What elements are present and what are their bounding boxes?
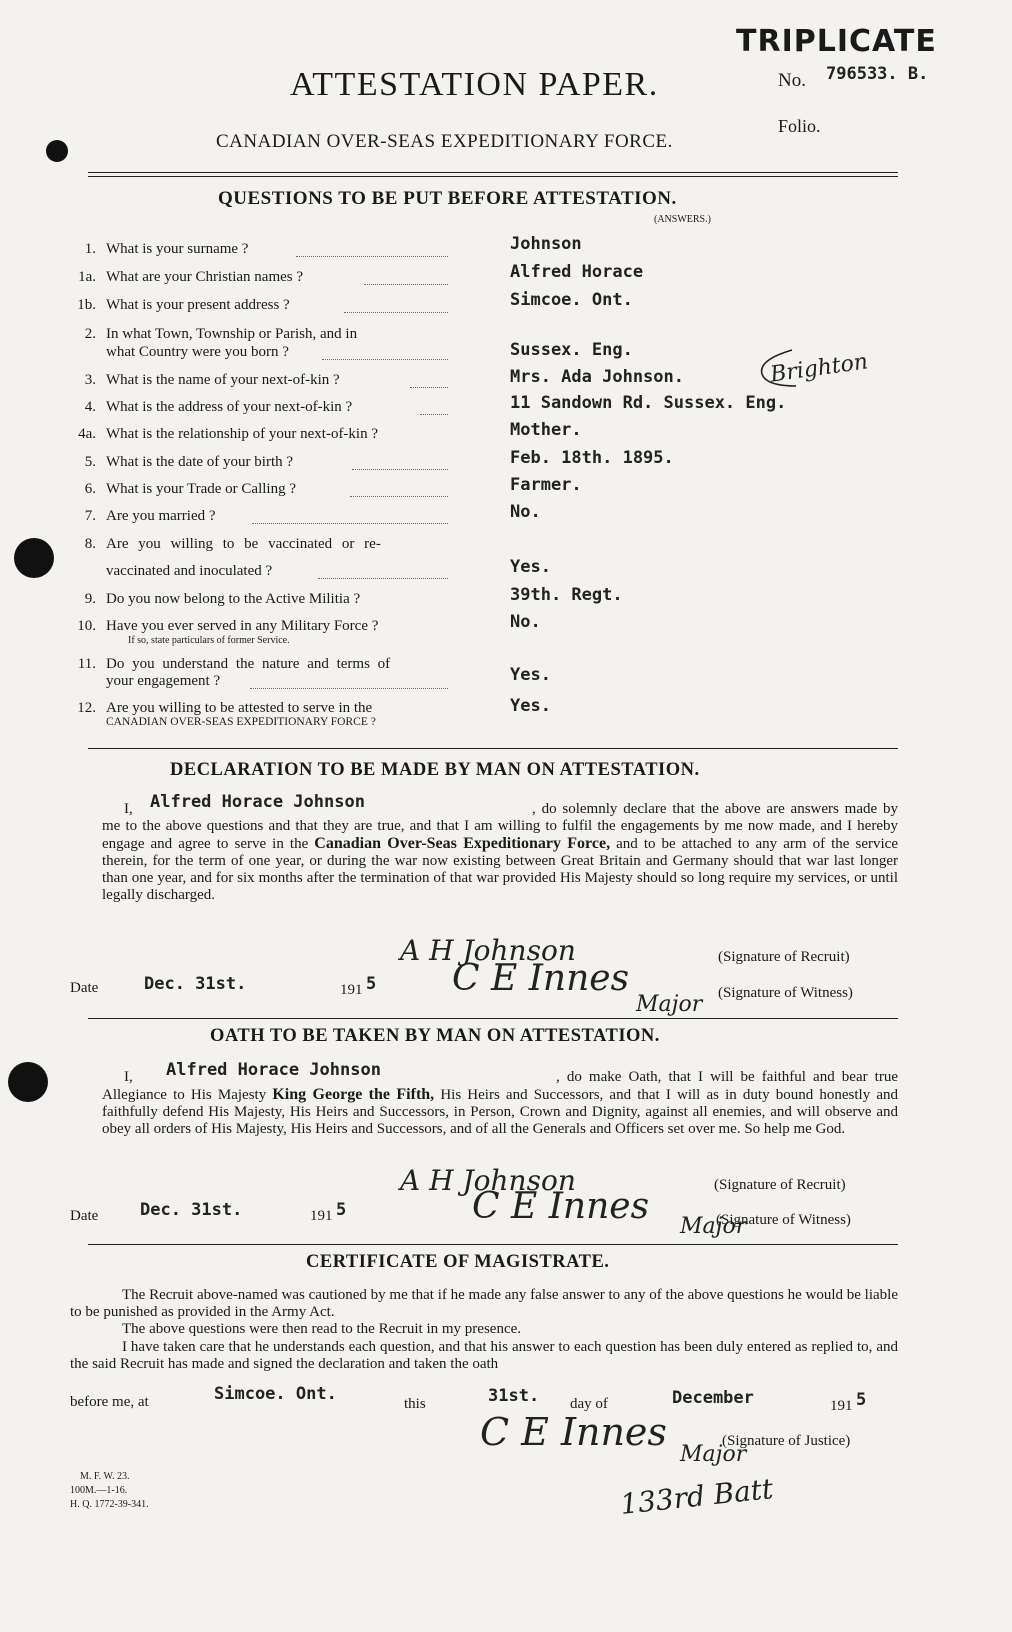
magistrate-year-suffix: 5 xyxy=(856,1390,867,1410)
answer-relationship: Mother. xyxy=(510,420,582,440)
this-label: this xyxy=(404,1396,426,1412)
page-subtitle: CANADIAN OVER-SEAS EXPEDITIONARY FORCE. xyxy=(216,131,673,152)
leader-dots xyxy=(420,414,448,415)
question-number: 11. xyxy=(77,656,96,672)
question-number: 5. xyxy=(84,454,96,470)
answer-trade: Farmer. xyxy=(510,475,582,495)
declaration-name: Alfred Horace Johnson xyxy=(150,792,365,812)
oath-text-part2: His Heirs and Successors, and that I will as in duty bound honestly and faithfully defend His Majesty, His Heirs and Successors, in Person, Crown and Dignity, against all enemies, and will observe and obey all orders of His Majesty, His Heirs and Successors, and of all the Generals and Officers set over me. So help me God. xyxy=(102,1087,898,1137)
declaration-heading: DECLARATION TO BE MADE BY MAN ON ATTESTATION. xyxy=(170,760,700,780)
magistrate-heading: CERTIFICATE OF MAGISTRATE. xyxy=(306,1252,610,1272)
question-text: What is the date of your birth ? xyxy=(106,454,294,470)
declaration-text-part2: and to be attached to any arm of the service therein, for the term of one year, or during the war now existing between Great Britain and Germany should that war last longer than one year, and for six months after the termination of that war provided His Majesty should so long require my services, or until legally discharged. xyxy=(102,836,898,903)
answer-next-of-kin-address: 11 Sandown Rd. Sussex. Eng. xyxy=(510,393,787,413)
footer-hq-ref: H. Q. 1772-39-341. xyxy=(70,1499,149,1510)
question-text-line2: what Country were you born ? xyxy=(106,344,289,360)
footer-print-run: 100M.—1-16. xyxy=(70,1485,128,1496)
question-number: 6. xyxy=(84,481,96,497)
answer-christian-names: Alfred Horace xyxy=(510,262,644,282)
number-value: 796533. B. xyxy=(826,64,929,84)
header-rule-2 xyxy=(88,176,898,177)
question-text: What is the name of your next-of-kin ? xyxy=(106,372,340,388)
magistrate-para-3: I have taken care that he understands each question, and that his answer to each question has been duly entered as replied to, and the said Recruit has made and signed the declaration and taken the oath xyxy=(70,1339,898,1372)
answers-label: (ANSWERS.) xyxy=(654,214,711,225)
oath-witness-signature: C E Innes xyxy=(472,1186,650,1227)
page-title: ATTESTATION PAPER. xyxy=(290,66,659,103)
justice-label: (Signature of Justice) xyxy=(722,1433,851,1449)
question-number: 2. xyxy=(84,326,96,342)
punch-hole-top xyxy=(46,140,68,162)
question-number: 10. xyxy=(77,618,96,634)
questions-heading: QUESTIONS TO BE PUT BEFORE ATTESTATION. xyxy=(218,188,677,209)
declaration-date-label: Date xyxy=(70,980,99,996)
oath-prefix: I, xyxy=(124,1069,133,1085)
answer-understand-terms: Yes. xyxy=(510,665,551,685)
section-rule-2 xyxy=(88,1018,898,1019)
oath-text-bold: King George the Fifth, xyxy=(272,1086,435,1103)
justice-rank: Major xyxy=(680,1442,747,1467)
question-number: 1a. xyxy=(78,269,96,285)
justice-signature: C E Innes xyxy=(480,1410,667,1454)
leader-dots xyxy=(296,256,448,257)
declaration-text xyxy=(102,801,898,904)
answer-married: No. xyxy=(510,502,541,522)
declaration-witness-signature: C E Innes xyxy=(452,958,630,999)
before-me-label: before me, at xyxy=(70,1394,149,1410)
declaration-text-bold: Canadian Over-Seas Expeditionary Force, xyxy=(314,835,611,852)
oath-text-part1: , do make Oath, that I will be faithful and bear true Allegiance to His Majesty xyxy=(102,1069,898,1103)
question-text: What is your present address ? xyxy=(106,297,290,313)
question-note: If so, state particulars of former Service. xyxy=(128,635,290,646)
leader-dots xyxy=(252,523,448,524)
header-rule-1 xyxy=(88,172,898,173)
oath-heading: OATH TO BE TAKEN BY MAN ON ATTESTATION. xyxy=(210,1026,660,1046)
justice-unit: 133rd Batt xyxy=(618,1472,775,1521)
question-text: Do you understand the nature and terms of xyxy=(106,656,391,672)
oath-date-value: Dec. 31st. xyxy=(140,1200,243,1220)
oath-name: Alfred Horace Johnson xyxy=(166,1060,381,1080)
declaration-year-prefix: 191 xyxy=(340,982,363,998)
oath-date-label: Date xyxy=(70,1208,99,1224)
question-number: 1b. xyxy=(77,297,96,313)
oath-recruit-signature: A H Johnson xyxy=(400,1164,576,1197)
day-of-label: day of xyxy=(570,1396,608,1412)
declaration-year-suffix: 5 xyxy=(366,974,377,994)
oath-text xyxy=(102,1069,898,1138)
leader-dots xyxy=(322,359,448,360)
magistrate-month: December xyxy=(672,1388,754,1408)
question-text: Are you married ? xyxy=(106,508,216,524)
answer-militia: 39th. Regt. xyxy=(510,585,623,605)
handwritten-brighton: Brighton xyxy=(768,349,870,388)
answer-willing-to-serve: Yes. xyxy=(510,696,551,716)
folio-label: Folio. xyxy=(778,116,821,136)
declaration-recruit-signature: A H Johnson xyxy=(400,934,576,967)
question-text: What is your surname ? xyxy=(106,241,249,257)
section-rule-3 xyxy=(88,1244,898,1245)
triplicate-stamp: TRIPLICATE xyxy=(736,24,937,59)
leader-dots xyxy=(352,469,448,470)
oath-witness-label: (Signature of Witness) xyxy=(716,1212,851,1228)
question-text: Do you now belong to the Active Militia ? xyxy=(106,591,361,607)
oath-recruit-label: (Signature of Recruit) xyxy=(714,1177,846,1193)
declaration-witness-label: (Signature of Witness) xyxy=(718,985,853,1001)
question-number: 7. xyxy=(84,508,96,524)
question-number: 8. xyxy=(84,536,96,552)
answer-next-of-kin: Mrs. Ada Johnson. xyxy=(510,367,684,387)
leader-dots xyxy=(318,578,448,579)
answer-present-address: Simcoe. Ont. xyxy=(510,290,633,310)
question-text: In what Town, Township or Parish, and in xyxy=(106,326,358,342)
declaration-witness-rank: Major xyxy=(636,992,703,1017)
leader-dots xyxy=(410,387,448,388)
question-text: What is the relationship of your next-of-kin ? xyxy=(106,426,379,442)
oath-witness-rank: Major xyxy=(680,1214,747,1239)
question-number: 4. xyxy=(84,399,96,415)
oath-year-prefix: 191 xyxy=(310,1208,333,1224)
question-number: 3. xyxy=(84,372,96,388)
section-rule-1 xyxy=(88,748,898,749)
answer-surname: Johnson xyxy=(510,234,582,254)
brighton-bracket-icon xyxy=(752,346,812,392)
leader-dots xyxy=(344,312,448,313)
punch-hole-middle xyxy=(14,538,54,578)
question-text: Are you willing to be attested to serve in the xyxy=(106,700,373,716)
answer-vaccinated: Yes. xyxy=(510,557,551,577)
number-label: No. xyxy=(778,70,806,91)
declaration-text-part1: , do solemnly declare that the above are answers made by me to the above questions and that they are true, and that I am willing to fulfil the engagements by me now made, and I hereby engage and agree to serve in the xyxy=(102,801,898,852)
question-text-line2: your engagement ? xyxy=(106,673,221,689)
declaration-date-value: Dec. 31st. xyxy=(144,974,247,994)
question-number: 1. xyxy=(84,241,96,257)
question-text-line2: CANADIAN OVER-SEAS EXPEDITIONARY FORCE ? xyxy=(106,716,376,728)
punch-hole-lower xyxy=(8,1062,48,1102)
answer-birth-date: Feb. 18th. 1895. xyxy=(510,448,674,468)
leader-dots xyxy=(250,688,448,689)
answer-birthplace: Sussex. Eng. xyxy=(510,340,633,360)
declaration-prefix: I, xyxy=(124,801,133,817)
leader-dots xyxy=(364,284,448,285)
question-text: Are you willing to be vaccinated or re- xyxy=(106,536,381,552)
question-text: What is the address of your next-of-kin ? xyxy=(106,399,353,415)
question-number: 12. xyxy=(77,700,96,716)
magistrate-para-2: The above questions were then read to the Recruit in my presence. xyxy=(122,1321,522,1337)
question-text-line2: vaccinated and inoculated ? xyxy=(106,563,273,579)
magistrate-day: 31st. xyxy=(488,1386,540,1406)
question-text: What is your Trade or Calling ? xyxy=(106,481,296,497)
footer-form-number: M. F. W. 23. xyxy=(80,1471,130,1482)
magistrate-place: Simcoe. Ont. xyxy=(214,1384,337,1404)
question-text: What are your Christian names ? xyxy=(106,269,304,285)
magistrate-year-prefix: 191 xyxy=(830,1398,853,1414)
declaration-recruit-label: (Signature of Recruit) xyxy=(718,949,850,965)
leader-dots xyxy=(350,496,448,497)
question-number: 9. xyxy=(84,591,96,607)
oath-year-suffix: 5 xyxy=(336,1200,347,1220)
answer-military-service: No. xyxy=(510,612,541,632)
question-text: Have you ever served in any Military Force ? xyxy=(106,618,379,634)
magistrate-para-1: The Recruit above-named was cautioned by me that if he made any false answer to any of the above questions he would be liable to be punished as provided in the Army Act. xyxy=(70,1287,898,1320)
question-number: 4a. xyxy=(78,426,96,442)
